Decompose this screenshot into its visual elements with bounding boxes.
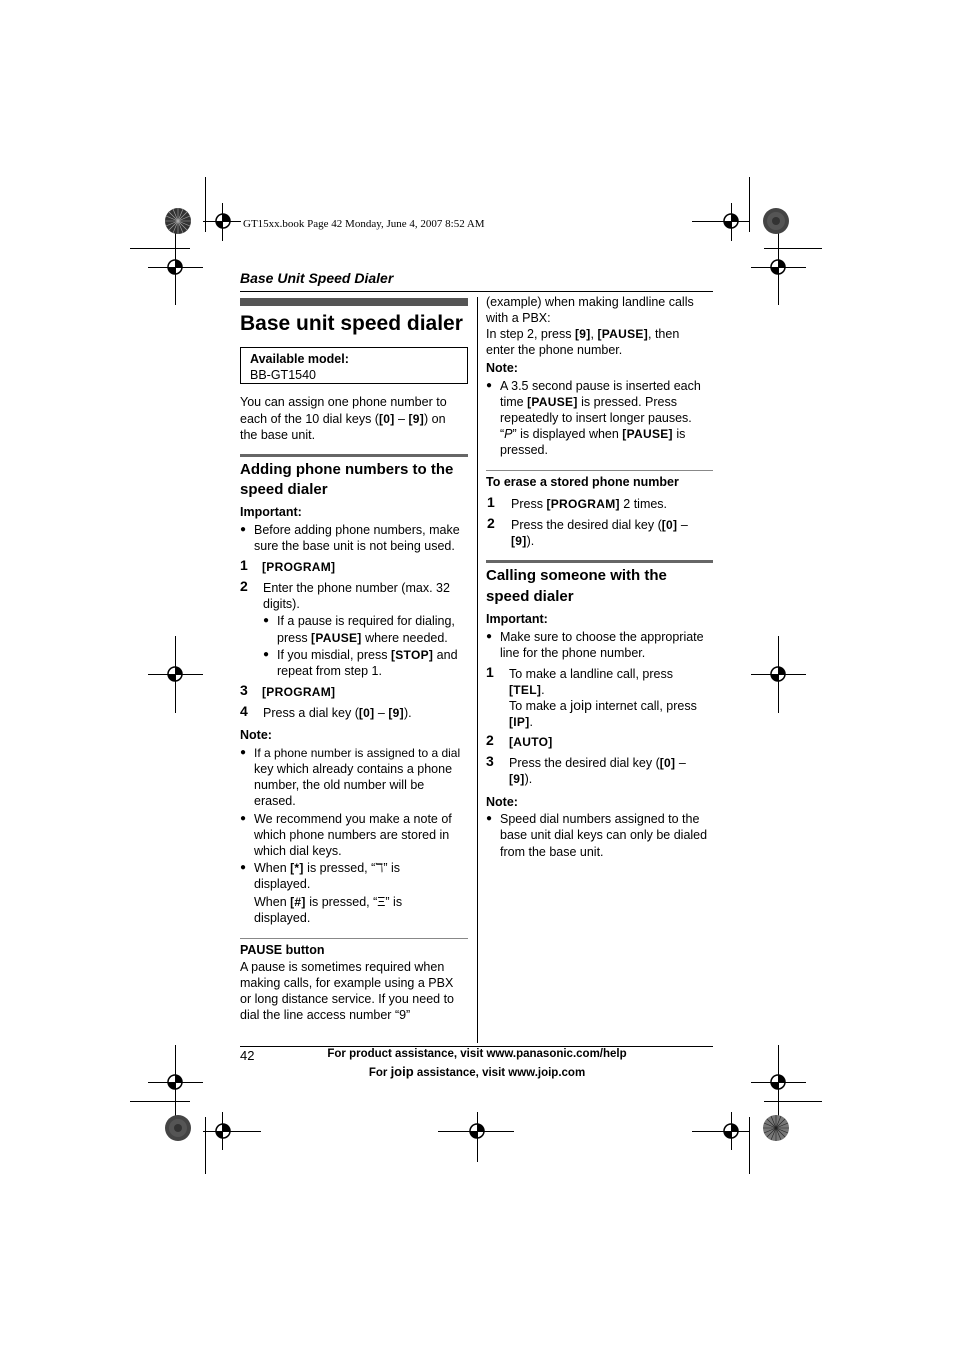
important-text: Before adding phone numbers, make — [254, 523, 460, 537]
running-head: Base Unit Speed Dialer — [240, 270, 394, 286]
step-number: 1 — [487, 494, 495, 510]
note-text: When [#] is pressed, “Ξ” is — [254, 895, 403, 909]
footer-line: For joip assistance, visit www.joip.com — [368, 1064, 586, 1079]
page-number: 42 — [240, 1048, 255, 1063]
registration-target-icon — [164, 256, 186, 278]
program-key: [PROGRAM] — [262, 560, 336, 574]
available-model-box — [240, 347, 468, 384]
step-text: press [PAUSE] where needed. — [277, 631, 448, 645]
note-text: Speed dial numbers assigned to the — [500, 812, 700, 826]
continued-text: enter the phone number. — [486, 343, 623, 357]
note-text: number, the old number will be — [254, 778, 425, 792]
registration-target-icon — [212, 210, 234, 232]
pause-text: dial the line access number “9” — [240, 1008, 411, 1022]
step-number: 2 — [240, 578, 248, 594]
step-text: [IP]. — [509, 715, 534, 729]
pause-text: or long distance service. If you need to — [240, 992, 455, 1006]
step-text: repeat from step 1. — [277, 664, 382, 678]
note-text: from the base unit. — [500, 845, 604, 859]
bullet: ● — [486, 631, 493, 642]
bullet: ● — [263, 615, 270, 626]
note-label: Note: — [486, 361, 518, 375]
footer-line: For product assistance, visit www.panasonic.com/help — [327, 1048, 627, 1060]
page-title: Base unit speed dialer — [240, 312, 463, 335]
note-text: displayed. — [254, 877, 311, 891]
note-text: When [*] is pressed, “ℸ” is — [254, 861, 400, 875]
note-text: If a phone number is assigned to a dial — [254, 746, 461, 760]
important-label: Important: — [240, 505, 302, 519]
note-text: A 3.5 second pause is inserted each — [500, 379, 701, 393]
note-text: We recommend you make a note of — [254, 812, 452, 826]
section-title-adding: Adding phone numbers to the — [240, 461, 454, 478]
registration-target-icon — [720, 1120, 742, 1142]
joip-logo: joip — [390, 1064, 414, 1079]
step-text: Press the desired dial key ([0] – — [511, 518, 688, 532]
note-text: key which already contains a phone — [254, 762, 453, 776]
registration-target-icon — [720, 210, 742, 232]
note-text: pressed. — [500, 443, 548, 457]
step-text: To make a joip internet call, press — [509, 697, 697, 713]
registration-target-icon — [164, 1071, 186, 1093]
registration-target-icon — [767, 256, 789, 278]
note-text: repeatedly to insert longer pauses. — [500, 411, 692, 425]
column-divider — [477, 297, 478, 1043]
color-calibration-disc-icon — [164, 1114, 192, 1142]
note-text: which phone numbers are stored in — [254, 828, 450, 842]
note-label: Note: — [486, 795, 518, 809]
note-text: time [PAUSE] is pressed. Press — [500, 395, 677, 409]
step-text: Enter the phone number (max. 32 — [263, 581, 450, 595]
step-number: 1 — [486, 664, 494, 680]
pound-symbol-icon: Ξ — [377, 895, 386, 909]
important-text: sure the base unit is not being used. — [254, 539, 455, 553]
step-text: digits). — [263, 597, 300, 611]
intro-line: each of the 10 dial keys ([0] – [9]) on — [240, 412, 446, 426]
model-value: BB-GT1540 — [250, 368, 317, 382]
step-text: [9]). — [509, 772, 533, 786]
program-key: [PROGRAM] — [262, 685, 336, 699]
color-calibration-disc-icon — [762, 1114, 790, 1142]
bullet: ● — [240, 862, 247, 873]
section-title-adding: speed dialer — [240, 481, 328, 498]
step-number: 3 — [486, 753, 494, 769]
continued-text: with a PBX: — [486, 311, 551, 325]
continued-text: In step 2, press [9], [PAUSE], then — [486, 327, 680, 341]
joip-logo: joip — [570, 697, 592, 713]
step-text: If you misdial, press [STOP] and — [277, 648, 458, 662]
note-text: displayed. — [254, 911, 311, 925]
bullet: ● — [486, 380, 493, 391]
step-number: 3 — [240, 682, 248, 698]
important-text: Make sure to choose the appropriate — [500, 630, 704, 644]
step-text: Press a dial key ([0] – [9]). — [263, 706, 412, 720]
flash-symbol-icon: ℸ — [375, 861, 384, 875]
section-title-calling: Calling someone with the — [486, 567, 667, 584]
step-number: 2 — [486, 732, 494, 748]
registration-target-icon — [212, 1120, 234, 1142]
registration-target-icon — [164, 663, 186, 685]
note-label: Note: — [240, 728, 272, 742]
step-text: [9]). — [511, 534, 535, 548]
pause-symbol-icon: P — [504, 427, 513, 441]
note-text: base unit dial keys can only be dialed — [500, 828, 708, 842]
bullet: ● — [240, 813, 247, 824]
step-number: 2 — [487, 515, 495, 531]
title-bar-rule — [240, 298, 468, 306]
color-calibration-disc-icon — [164, 207, 192, 235]
pause-text: making calls, for example using a PBX — [240, 976, 454, 990]
registration-target-icon — [767, 663, 789, 685]
important-text: line for the phone number. — [500, 646, 646, 660]
step-text: To make a landline call, press — [509, 667, 673, 681]
bullet: ● — [486, 813, 493, 824]
note-text: “P” is displayed when [PAUSE] is — [500, 427, 686, 441]
erase-title: To erase a stored phone number — [486, 475, 679, 489]
intro-line: the base unit. — [240, 428, 316, 442]
bullet: ● — [263, 649, 270, 660]
step-text: [TEL]. — [509, 683, 545, 697]
pause-button-title: PAUSE button — [240, 943, 325, 957]
note-text: which dial keys. — [254, 844, 342, 858]
step-number: 4 — [240, 703, 248, 719]
print-file-stamp: GT15xx.book Page 42 Monday, June 4, 2007 8:52 AM — [243, 218, 485, 230]
registration-target-icon — [767, 1071, 789, 1093]
model-label: Available model: — [250, 352, 349, 366]
continued-text: (example) when making landline calls — [486, 295, 694, 309]
section-title-calling: speed dialer — [486, 588, 574, 605]
pause-text: A pause is sometimes required when — [240, 960, 445, 974]
important-label: Important: — [486, 612, 548, 626]
bullet: ● — [240, 524, 247, 535]
step-number: 1 — [240, 557, 248, 573]
note-text: erased. — [254, 794, 296, 808]
auto-key: [AUTO] — [509, 735, 553, 749]
intro-line: You can assign one phone number to — [240, 395, 447, 409]
step-text: Press [PROGRAM] 2 times. — [511, 497, 668, 511]
color-calibration-disc-icon — [762, 207, 790, 235]
registration-target-icon — [466, 1120, 488, 1142]
step-text: If a pause is required for dialing, — [277, 614, 455, 628]
step-text: Press the desired dial key ([0] – — [509, 756, 686, 770]
bullet: ● — [240, 747, 247, 758]
